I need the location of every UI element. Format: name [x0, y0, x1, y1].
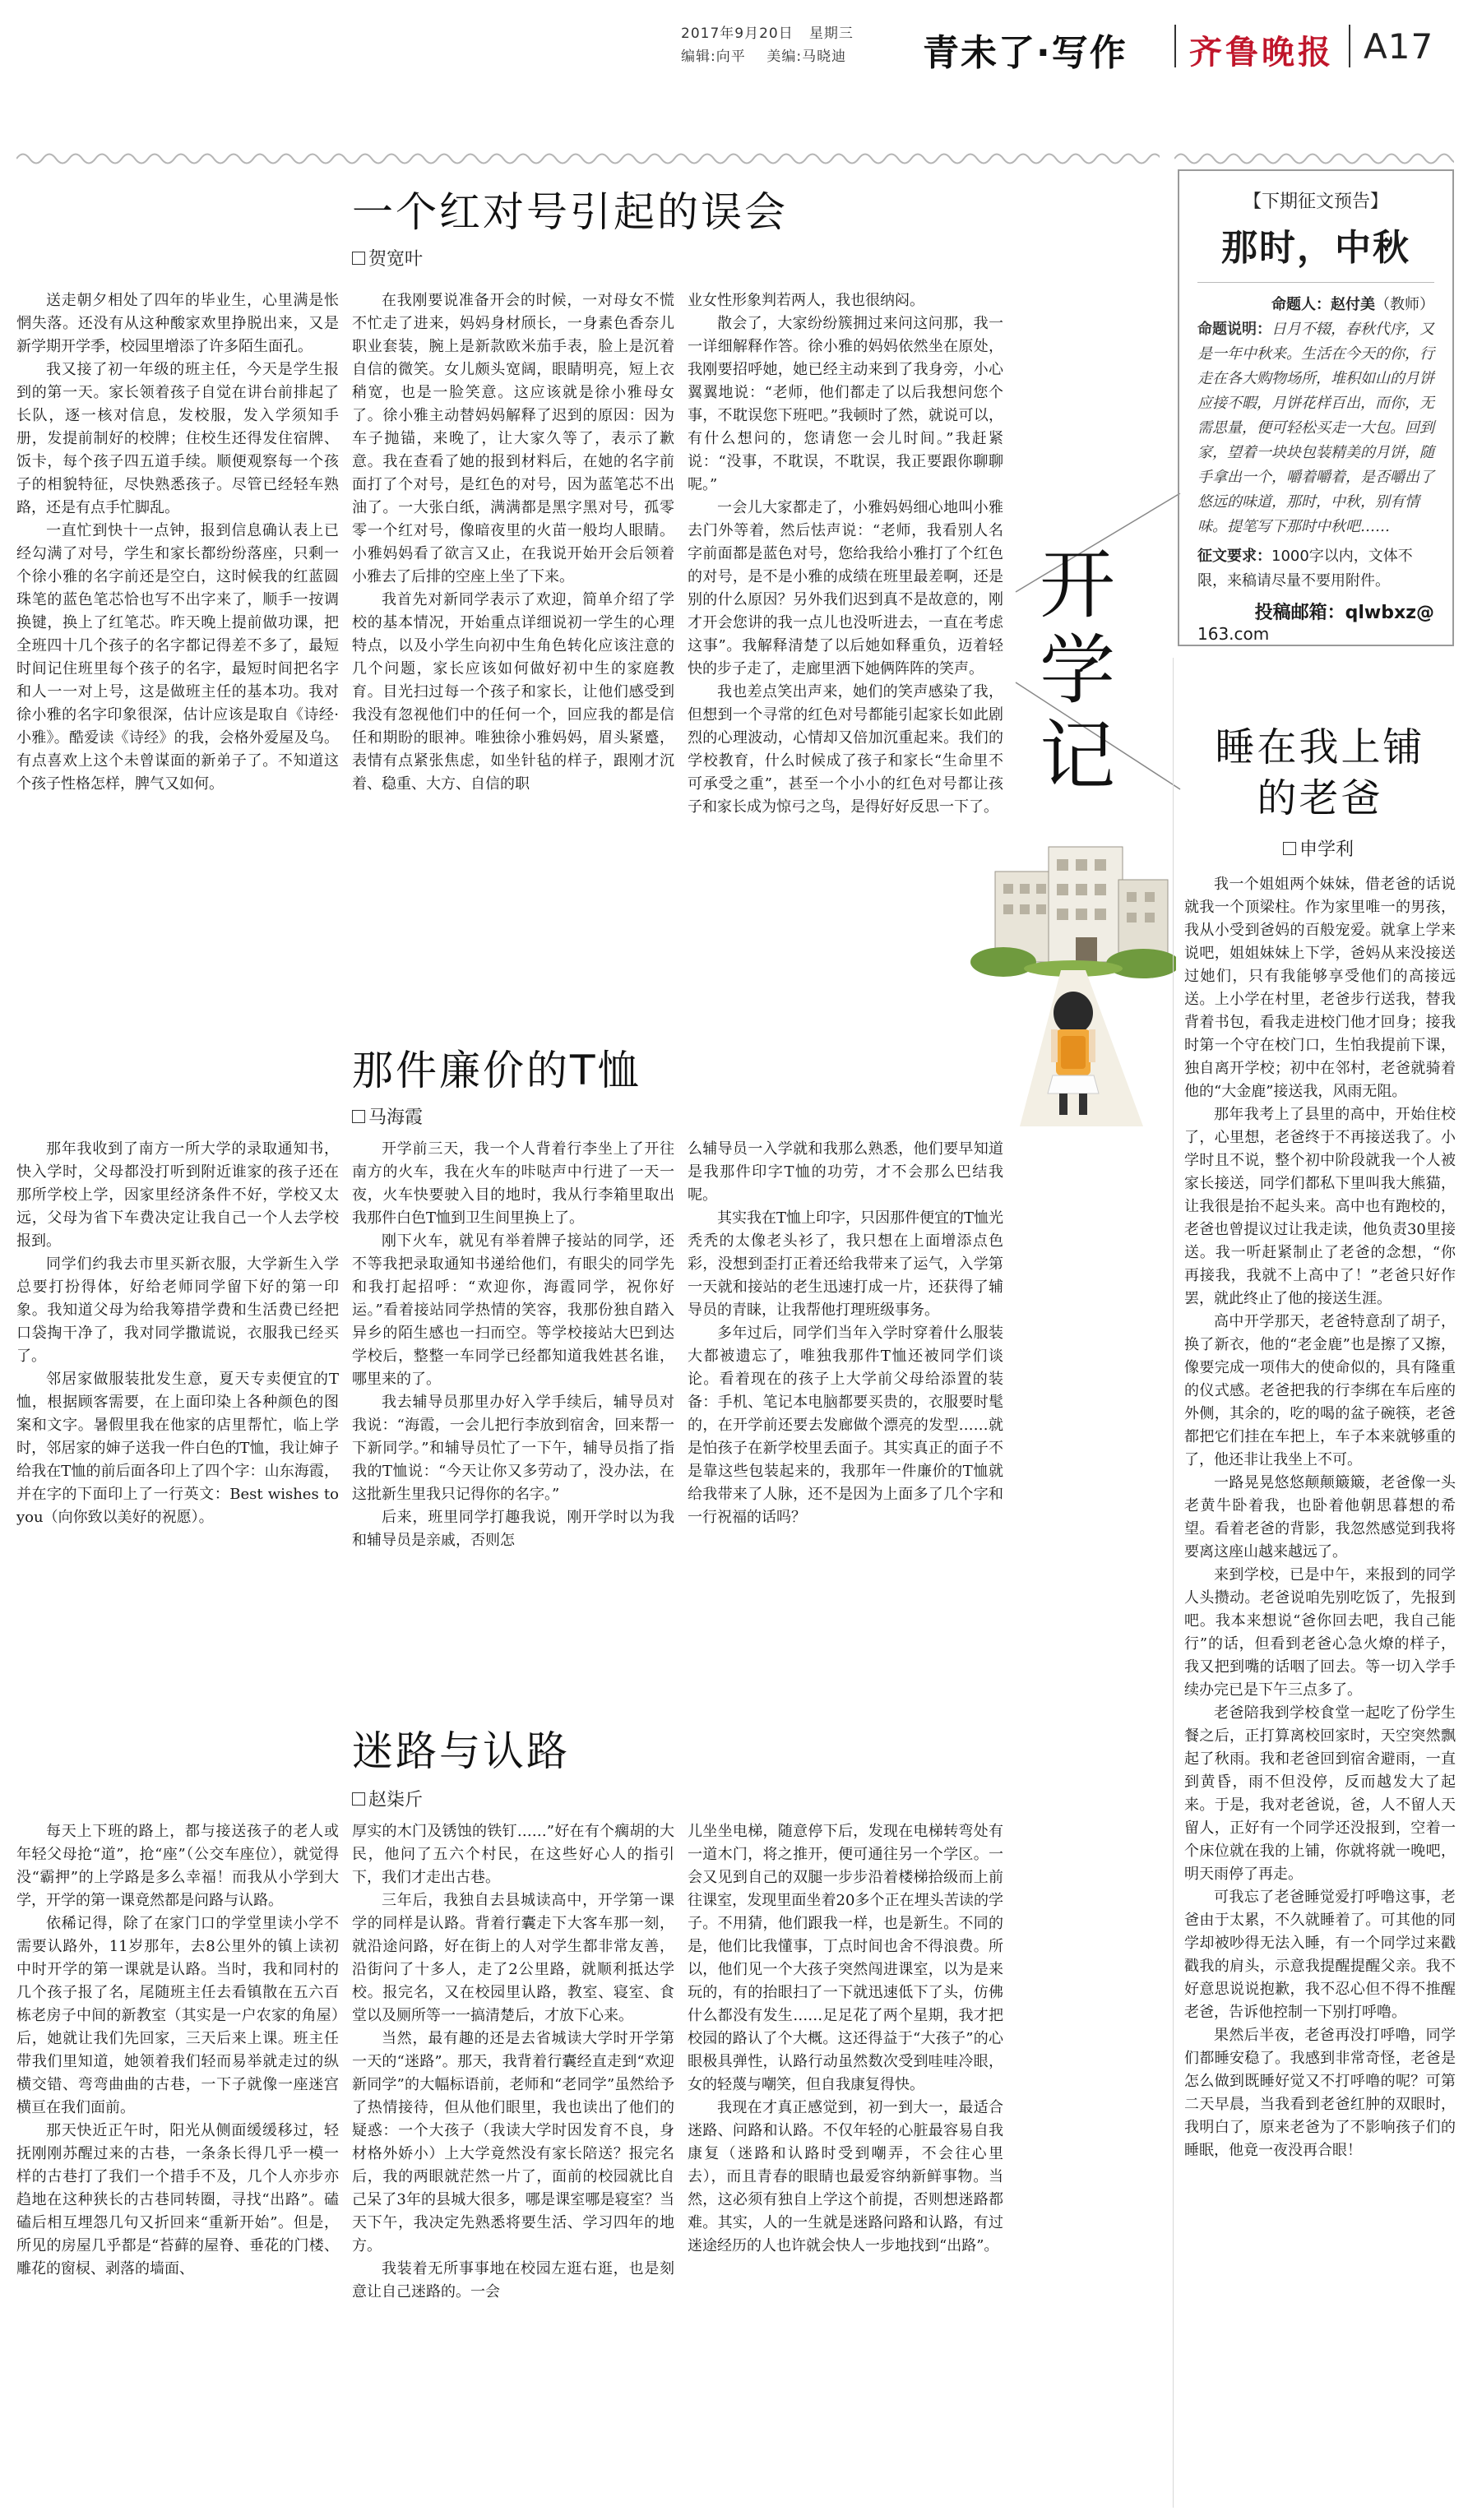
paragraph: 那年我收到了南方一所大学的录取通知书，快入学时，父母都没打听到附近谁家的孩子还在那所学校上学，因家里经济条件不好，学校又太远，父母为省下车费决定让我自己一个人去学校报到。 — [16, 1140, 339, 1250]
paragraph: 厚实的木门及锈蚀的铁钉……”好在有个瘸胡的大民，他问了五六个村民，在这些好心人的指引下，我们才走出古巷。 — [352, 1823, 674, 1886]
paragraph: 那天快近正午时，阳光从侧面缓缓移过，轻抚刚刚苏醒过来的古巷，一条条长得几乎一模一样的古巷打了我们一个措手不及，几个人亦步亦趋地在这种狭长的古巷同转圈，寻找“出路”。磕磕后相互埋怨几句又折回来“重新开始”。但是，所见的房屋几乎都是“苔藓的屋脊、垂花的门楼、雕花的窗棂、剥落的墙面、 — [16, 2122, 339, 2277]
section-char: 记 — [1039, 712, 1115, 800]
designer-credit: 美编:马晓迪 — [766, 49, 847, 65]
notice-email-label: 投稿邮箱： — [1254, 603, 1345, 623]
notice-title: 那时，中秋 — [1221, 227, 1410, 269]
notice-email-part1: qlwbxz@ — [1345, 603, 1434, 623]
notice-req-label: 征文要求： — [1197, 548, 1271, 565]
paragraph: 同学们约我去市里买新衣服，大学新生入学总要打扮得体，好给老师同学留下好的第一印象。我知道父母为给我筹措学费和生活费已经把口袋掏干净了，我对同学撒谎说，衣服我已经买了。 — [16, 1255, 339, 1365]
notice-proposer-label: 命题人： — [1271, 296, 1331, 313]
notice-tag: 【下期征文预告】 — [1243, 192, 1388, 212]
paragraph: 我装着无所事事地在校园左逛右逛，也是刻意让自己迷路的。一会 — [352, 2260, 674, 2300]
staff-line — [681, 44, 846, 65]
article-1-column-2 — [352, 289, 674, 1023]
notice-desc: 日月不辍，春秋代序，又是一年中秋来。生活在今天的你，行走在各大购物场所，堆积如山的月饼应接不暇，月饼花样百出，而你，无需思量，便可轻松买走一大包。回到家，望着一块块包装精美的月饼，随手拿出一个，嚼着嚼着，是否嚼出了悠远的味道，那时，中秋，别有情味。提笔写下那时中秋吧…… — [1197, 321, 1434, 535]
notice-email-line — [1197, 599, 1434, 624]
article-4-title-line: 睡在我上铺 — [1215, 724, 1425, 770]
masthead-divider — [1174, 25, 1176, 67]
article-1-title: 一个红对号引起的误会 — [352, 188, 788, 236]
paragraph: 邻居家做服装批发生意，夏天专卖便宜的T恤，根据顾客需要，在上面印染上各种颜色的图案和文字。暑假里我在他家的店里帮忙，临上学时，邻居家的婶子送我一件白色的T恤，我让婶子给我在T恤的前后面各印上了四个字：山东海霞，并在字的下面印上了一行英文：Best wishes to you（向你致以美好的祝愿）。 — [16, 1371, 339, 1526]
paragraph: 我现在才真正感觉到，初一到大一，最适合迷路、问路和认路。不仅年轻的心脏最容易自我康复（迷路和认路时受到嘲弄，不会往心里去），而且青春的眼睛也最爱容纳新鲜事物。当然，这必须有独自上学这个前提，否则想迷路都难。其实，人的一生就是迷路问路和认路，有过迷途经历的人也许就会快人一步地找到“出路”。 — [688, 2099, 1003, 2254]
paragraph: 三年后，我独自去县城读高中，开学第一课学的同样是认路。背着行囊走下大客车那一刻，就沿途问路，好在街上的人对学生都非常友善，沿街问了十多人，走了2公里路，就顺利抵达学校。报完名，又在校园里认路，教室、寝室、食堂以及厕所等一一搞清楚后，才放下心来。 — [352, 1892, 674, 2024]
article-2-column-3 — [688, 1138, 1003, 1672]
article-4-column — [1184, 873, 1456, 2509]
byline-box-icon — [352, 252, 365, 265]
paragraph: 那年我考上了县里的高中，开始住校了，心里想，老爸终于不再接送我了。小学时且不说，整个初中阶段就我一个人被家长接送，同学们都私下里叫我大熊猫，让我很是抬不起头来。高中也有跑校的，老爸也曾提议过让我走读，他负责30里接送。我一听赶紧制止了老爸的念想，“你再接我，我就不上高中了！”老爸只好作罢，就此终止了他的接送生涯。 — [1184, 1106, 1456, 1307]
column-name: 青未了·写作 — [923, 32, 1128, 74]
editor-credit: 编辑:向平 — [681, 49, 746, 65]
paragraph: 其实我在T恤上印字，只因那件便宜的T恤光秃秃的太像老头衫了，我只想在上面增添点色彩，没想到歪打正着还给我带来了运气，入学第一天就和接站的老生迅速打成一片，还获得了辅导员的青睐，让我帮他打理班级事务。 — [688, 1209, 1003, 1319]
article-3-title: 迷路与认路 — [352, 1727, 570, 1775]
byline-box-icon — [1283, 842, 1296, 855]
paragraph: 儿坐坐电梯，随意停下后，发现在电梯转弯处有一道木门，将之推开，便可通往另一个学区。一会又见到自己的双腿一步步沿着楼梯拾级而上前往课室，发现里面坐着20多个正在埋头苦读的学子。不用猜，他们跟我一样，也是新生。不同的是，他们比我懂事，丁点时间也舍不得浪费。所以，他们见一个大孩子突然闯进课室，以为是来玩的，有的抬眼扫了一下就迅速低下了头，仿佛什么都没有发生……足足花了两个星期，我才把校园的路认了个大概。这还得益于“大孩子”的心眼极具弹性，认路行动虽然数次受到哇哇冷眼，女的轻蔑与嘲笑，但自我康复得快。 — [688, 1823, 1003, 2093]
article-1-column-1 — [16, 289, 339, 1023]
article-3-author: 赵柒斤 — [368, 1790, 424, 1810]
schoolgirl-illustration — [970, 814, 1176, 1126]
sidebar-separator — [1173, 658, 1174, 2508]
paragraph: 一路晃晃悠悠颠颠簸簸，老爸像一头老黄牛卧着我，也卧着他朝思暮想的希望。看着老爸的背影，我忽然感觉到我将要离这座山越来越远了。 — [1184, 1474, 1456, 1561]
page-number: A17 — [1364, 26, 1434, 67]
paragraph: 么辅导员一入学就和我那么熟悉，他们要早知道是我那件印字T恤的功劳，才不会那么巴结我呢。 — [688, 1140, 1003, 1204]
wavy-rule-sidebar — [1174, 148, 1454, 169]
paragraph: 一直忙到快十一点钟，报到信息确认表上已经勾满了对号，学生和家长都纷纷落座，只剩一个徐小雅的名字前还是空白，这时候我的红蓝圆珠笔的蓝色笔芯恰也写不出字来了，顺手一按调换键，换上了红笔芯。昨天晚上提前做功课，把全班四十几个孩子的名字都记得差不多了，最短时间记住班里每个孩子的名字，最短时间把名字和人一一对上号，这是做班主任的基本功。我对徐小雅的名字印象很深，估计应该是取自《诗经·小雅》。酷爱读《诗经》的我，会格外爱屋及乌。有点喜欢上这个未曾谋面的新弟子了。不知道这个孩子性格怎样，脾气又如何。 — [16, 522, 339, 793]
paragraph: 刚下火车，就见有举着牌子接站的同学，还不等我把录取通知书递给他们，有眼尖的同学先和我打起招呼：“欢迎你，海霞同学，祝你好运。”看着接站同学热情的笑容，我那份独自踏入异乡的陌生感也一扫而空。等学校接站大巴到达学校后，整整一车同学已经都知道我姓甚名谁，哪里来的了。 — [352, 1232, 674, 1388]
article-3-byline — [352, 1786, 423, 1811]
byline-box-icon — [352, 1792, 365, 1806]
paragraph: 一会儿大家都走了，小雅妈妈细心地叫小雅去门外等着，然后怯声说：“老师，我看别人名字前面都是蓝色对号，您给我给小雅打了个红色的对号，是不是小雅的成绩在班里最差啊，还是别的什么原因？另外我们迟到真不是故意的，刚才开会您讲的我一点儿也没听进去，一直在考虑这事”。我解释清楚了以后她如释重负，迈着轻快的步子走了，走廊里洒下她俩阵阵的笑声。 — [688, 499, 1003, 677]
article-1-column-3 — [688, 289, 1003, 1023]
notice-proposer-line — [1197, 293, 1434, 317]
notice-divider — [1197, 282, 1434, 283]
article-4-title — [1184, 722, 1456, 824]
paragraph: 高中开学那天，老爸特意刮了胡子，换了新衣，他的“老金鹿”也是擦了又擦，像要完成一项伟大的使命似的，具有隆重的仪式感。老爸把我的行李绑在车后座的外侧，其余的，吃的喝的盆子碗筷，老爸都把它们挂在车把上，车子本来就够重的了，他还非让我坐上不可。 — [1184, 1313, 1456, 1468]
article-3-column-3 — [688, 1820, 1003, 2511]
paragraph: 开学前三天，我一个人背着行李坐上了开往南方的火车，我在火车的咔哒声中行进了一天一夜，火车快要驶入目的地时，我从行李箱里取出我那件白色T恤到卫生间里换上了。 — [352, 1140, 674, 1227]
article-2-title: 那件廉价的T恤 — [352, 1047, 641, 1094]
notice-email-part2: 163.com — [1197, 624, 1270, 644]
section-char: 学 — [1039, 627, 1115, 714]
issue-date-line — [681, 21, 854, 42]
article-4-author: 申学利 — [1299, 839, 1355, 860]
section-char: 开 — [1039, 541, 1115, 629]
article-4-title-line: 的老爸 — [1257, 775, 1383, 821]
paragraph: 我一个姐姐两个妹妹，借老爸的话说就我一个顶梁柱。作为家里唯一的男孩，我从小受到爸妈的百般宠爱。就拿上学来说吧，姐姐妹妹上下学，爸妈从来没接送过她们，只有我能够享受他们的高接远送。上小学在村里，老爸步行送我，替我背着书包，看我走进校门他才回身；接我时第一个守在校门口，生怕我提前下课，独自离开学校；初中在邻村，老爸就骑着他的“大金鹿”接送我，风雨无阻。 — [1184, 876, 1456, 1100]
article-1-byline — [352, 245, 423, 270]
paragraph: 当然，最有趣的还是去省城读大学时开学第一天的“迷路”。那天，我背着行囊经直走到“欢迎新同学”的大幅标语前，老师和“老同学”虽然给予了热情接待，但从他们眼里，我也读出了他们的疑惑：一个大孩子（我读大学时因发育不良，身材格外娇小）上大学竟然没有家长陪送？报完名后，我的两眼就茫然一片了，面前的校园就比自己呆了3年的县城大很多，哪是课室哪是寝室？当天下午，我决定先熟悉将要生活、学习四年的地方。 — [352, 2030, 674, 2254]
article-2-column-1 — [16, 1138, 339, 1672]
newspaper-logo: 齐鲁晚报 — [1189, 33, 1334, 72]
issue-weekday: 星期三 — [808, 25, 854, 42]
paragraph: 业女性形象判若两人，我也很纳闷。 — [688, 292, 924, 309]
paragraph: 老爸陪我到学校食堂一起吃了份学生餐之后，正打算离校回家时，天空突然飘起了秋雨。我和老爸回到宿舍避雨，一直到黄昏，雨不但没停，反而越发大了起来。于是，我对老爸说，爸，人不留人天留人，正好有一个同学还没报到，空着一个床位就在我的上铺，你就将就一晚吧，明天雨停了再走。 — [1184, 1704, 1456, 1883]
paragraph: 果然后半夜，老爸再没打呼噜，同学们都睡安稳了。我感到非常奇怪，老爸是怎么做到既睡好觉又不打呼噜的呢？可第二天早晨，当我看到老爸红肿的双眼时，我明白了，原来老爸为了不影响孩子们的睡眠，他竟一夜没再合眼！ — [1184, 2027, 1456, 2159]
notice-proposer: 赵付美 — [1331, 296, 1375, 313]
essay-contest-notice — [1178, 169, 1454, 646]
paragraph: 我又接了初一年级的班主任，今天是学生报到的第一天。家长领着孩子自觉在讲台前排起了长队，逐一核对信息，发校服，发入学须知手册，发提前制好的校牌；住校生还得发住宿牌、饭卡，每个孩子四五道手续。顺便观察每一个孩子的相貌特征，尽快熟悉孩子。尽管已经轻车熟路，还是有点手忙脚乱。 — [16, 361, 339, 516]
paragraph: 散会了，大家纷纷簇拥过来问这问那，我一一详细解释作答。徐小雅的妈妈依然坐在原处，我刚要招呼她，她已经主动来到了我身旁，小心翼翼地说：“老师，他们都走了以后我想问您个事，不耽误您下班吧。”我顿时了然，就说可以，有什么想问的，您请您一会儿时间。”我赶紧说：“没事，不耽误，不耽误，我正要跟你聊聊呢。” — [688, 315, 1003, 493]
issue-date: 2017年9月20日 — [681, 25, 794, 42]
paragraph: 送走朝夕相处了四年的毕业生，心里满是怅惘失落。还没有从这种酸家欢里挣脱出来，又是新学期开学季，校园里增添了许多陌生面孔。 — [16, 292, 339, 355]
byline-box-icon — [352, 1110, 365, 1123]
section-label — [1036, 543, 1118, 799]
article-1-author: 贺宽叶 — [368, 249, 424, 270]
article-2-column-2 — [352, 1138, 674, 1672]
paragraph: 来到学校，已是中午，来报到的同学人头攒动。老爸说咱先别吃饭了，先报到吧。我本来想说“爸你回去吧，我自己能行”的话，但看到老爸心急火燎的样子，我又把到嘴的话咽了回去。等一切入学手续办完已是下午三点多了。 — [1184, 1566, 1456, 1699]
paragraph: 每天上下班的路上，都与接送孩子的老人或年轻父母抢“道”，抢“座”（公交车座位），就觉得没“霸押”的上学路是多么幸福！而我从小学到大学，开学的第一课竟然都是问路与认路。 — [16, 1823, 339, 1909]
paragraph: 我也差点笑出声来，她们的笑声感染了我，但想到一个寻常的红色对号都能引起家长如此剧烈的心理波动，心情却又倍加沉重起来。我们的学校教育，什么时候成了孩子和家长“生命里不可承受之重”，甚至一个小小的红色对号都让孩子和家长成为惊弓之鸟，是得好好反思一下了。 — [688, 683, 1003, 816]
article-2-byline — [352, 1103, 423, 1129]
paragraph: 后来，班里同学打趣我说，刚开学时以为我和辅导员是亲戚，否则怎 — [352, 1509, 674, 1549]
wavy-rule — [16, 148, 1160, 169]
article-3-column-2 — [352, 1820, 674, 2511]
paragraph: 多年过后，同学们当年入学时穿着什么服装大都被遗忘了，唯独我那件T恤还被同学们谈论。看着现在的孩子上大学前父母给添置的装备：手机、笔记本电脑都要买贵的，衣服要时髦的，在开学前还要去发廊做个漂亮的发型……就是怕孩子在新学校里丢面子。其实真正的面子不是靠这些包装起来的，我那年一件廉价的T恤就给我带来了人脉，还不是因为上面多了几个字和一行祝福的话吗？ — [688, 1325, 1003, 1526]
paragraph: 可我忘了老爸睡觉爱打呼噜这事，老爸由于太累，不久就睡着了。可其他的同学却被吵得无法入睡，有一个同学过来戳戳我的肩头，示意我提醒提醒父亲。我不好意思说说抱歉，我不忍心但不得不推醒老爸，告诉他控制一下别打呼噜。 — [1184, 1889, 1456, 2021]
notice-proposer-note: （教师） — [1375, 296, 1434, 313]
notice-description — [1197, 317, 1434, 539]
article-4-byline — [1283, 835, 1354, 861]
paragraph: 在我刚要说准备开会的时候，一对母女不慌不忙走了进来，妈妈身材颀长，一身素色香奈儿职业套装，腕上是新款欧米茄手表，脸上是沉着自信的微笑。女儿颇头宽阔，眼睛明亮，短上衣稍宽，也是一脸笑意。这应该就是徐小雅母女了。徐小雅主动替妈妈解释了迟到的原因：因为车子抛锚，来晚了，让大家久等了，表示了歉意。我在查看了她的报到材料后，在她的名字前面打了个对号，是红色的对号，因为蓝笔芯不出油了。一大张白纸，满满都是黑字黑对号，孤零零一个红对号，像暗夜里的火苗一般均人眼睛。小雅妈妈看了欲言又止，在我说开始开会后领着小雅去了后排的空座上坐了下来。 — [352, 292, 674, 585]
article-3-column-1 — [16, 1820, 339, 2511]
notice-desc-label: 命题说明： — [1197, 321, 1271, 338]
paragraph: 我去辅导员那里办好入学手续后，辅导员对我说：“海霞，一会儿把行李放到宿舍，回来帮一下新同学。”和辅导员忙了一下午，辅导员指了指我的T恤说：“今天让你又多劳动了，没办法，在这批新生里我只记得你的名字。” — [352, 1394, 674, 1503]
paragraph: 依稀记得，除了在家门口的学堂里读小学不需要认路外，11岁那年，去8公里外的镇上读初中时开学的第一课就是认路。当时，我和同村的几个孩子报了名，尾随班主任去看镇散在五六百栋老房子中间的新教室（其实是一户农家的角屋）后，她就让我们先回家，三天后来上课。班主任带我们里知道，她领着我们轻而易举就走过的纵横交错、弯弯曲曲的古巷，一下子就像一座迷宫横亘在我们面前。 — [16, 1915, 339, 2116]
masthead-divider-2 — [1349, 25, 1350, 67]
paragraph: 我首先对新同学表示了欢迎，简单介绍了学校的基本情况，开始重点详细说初一学生的心理特点，以及小学生向初中生角色转化应该注意的几个问题，家长应该如何做好初中生的家庭教育。目光扫过每一个孩子和家长，让他们感受到我没有忽视他们中的任何一个，回应我的都是信任和期盼的眼神。唯独徐小雅妈妈，眉头紧蹙，表情有点紧张焦虑，如坐针毡的样子，跟刚才沉着、稳重、大方、自信的职 — [352, 591, 674, 793]
notice-req: 1000字以内，文体不限，来稿请尽量不要用附件。 — [1197, 548, 1413, 590]
article-2-author: 马海霞 — [368, 1107, 424, 1128]
notice-requirements — [1197, 544, 1434, 594]
